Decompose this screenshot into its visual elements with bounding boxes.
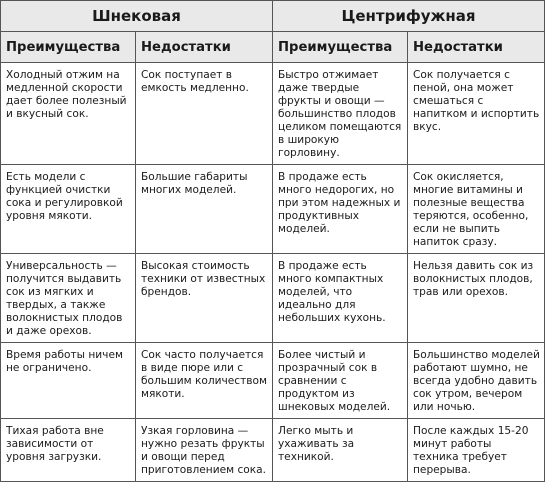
table-row [1, 63, 545, 165]
table-cell: Быстро отжимает даже твердые фрукты и овощи — большинство плодов целиком помещаются в широкую горловину. [273, 63, 408, 165]
table-cell: Нельзя давить сок из волокнистых плодов, трав или орехов. [408, 254, 545, 343]
group-header-row [1, 1, 545, 32]
table-cell: Тихая работа вне зависимости от уровня загрузки. [1, 419, 136, 482]
table-row [1, 343, 545, 419]
table-cell: После каждых 15-20 минут работы техника требует перерыва. [408, 419, 545, 482]
table-cell: Большинство моделей работают шумно, не всегда удобно давить сок утром, вечером или ночью. [408, 343, 545, 419]
group-header-centrifugal: Центрифужная [273, 1, 545, 32]
table-row [1, 419, 545, 482]
table-cell: В продаже есть много недорогих, но при этом надежных и продуктивных моделей. [273, 165, 408, 254]
table-cell: Большие габариты многих моделей. [136, 165, 273, 254]
subheader-row [1, 32, 545, 63]
table-cell: Сок поступает в емкость медленно. [136, 63, 273, 165]
table-cell: Сок получается с пеной, она может смешаться с напитком и испортить вкус. [408, 63, 545, 165]
table-cell: Есть модели с функцией очистки сока и регулировкой уровня мякоти. [1, 165, 136, 254]
table-cell: Более чистый и прозрачный сок в сравнении с продуктом из шнековых моделей. [273, 343, 408, 419]
table-row [1, 165, 545, 254]
subheader-screw-pros: Преимущества [1, 32, 136, 63]
group-header-screw: Шнековая [1, 1, 273, 32]
table-cell: Узкая горловина — нужно резать фрукты и овощи перед приготовлением сока. [136, 419, 273, 482]
table-cell: Высокая стоимость техники от известных брендов. [136, 254, 273, 343]
table-cell: Холодный отжим на медленной скорости дает более полезный и вкусный сок. [1, 63, 136, 165]
table-cell: Сок окисляется, многие витамины и полезные вещества теряются, особенно, если не выпить напиток сразу. [408, 165, 545, 254]
table-cell: Легко мыть и ухаживать за техникой. [273, 419, 408, 482]
table-cell: В продаже есть много компактных моделей, что идеально для небольших кухонь. [273, 254, 408, 343]
subheader-screw-cons: Недостатки [136, 32, 273, 63]
table-cell: Сок часто получается в виде пюре или с большим количеством мякоти. [136, 343, 273, 419]
table-row [1, 254, 545, 343]
subheader-centrifugal-pros: Преимущества [273, 32, 408, 63]
table-cell: Универсальность — получится выдавить сок из мягких и твердых, а также волокнистых плодов и даже орехов. [1, 254, 136, 343]
table-cell: Время работы ничем не ограничено. [1, 343, 136, 419]
subheader-centrifugal-cons: Недостатки [408, 32, 545, 63]
